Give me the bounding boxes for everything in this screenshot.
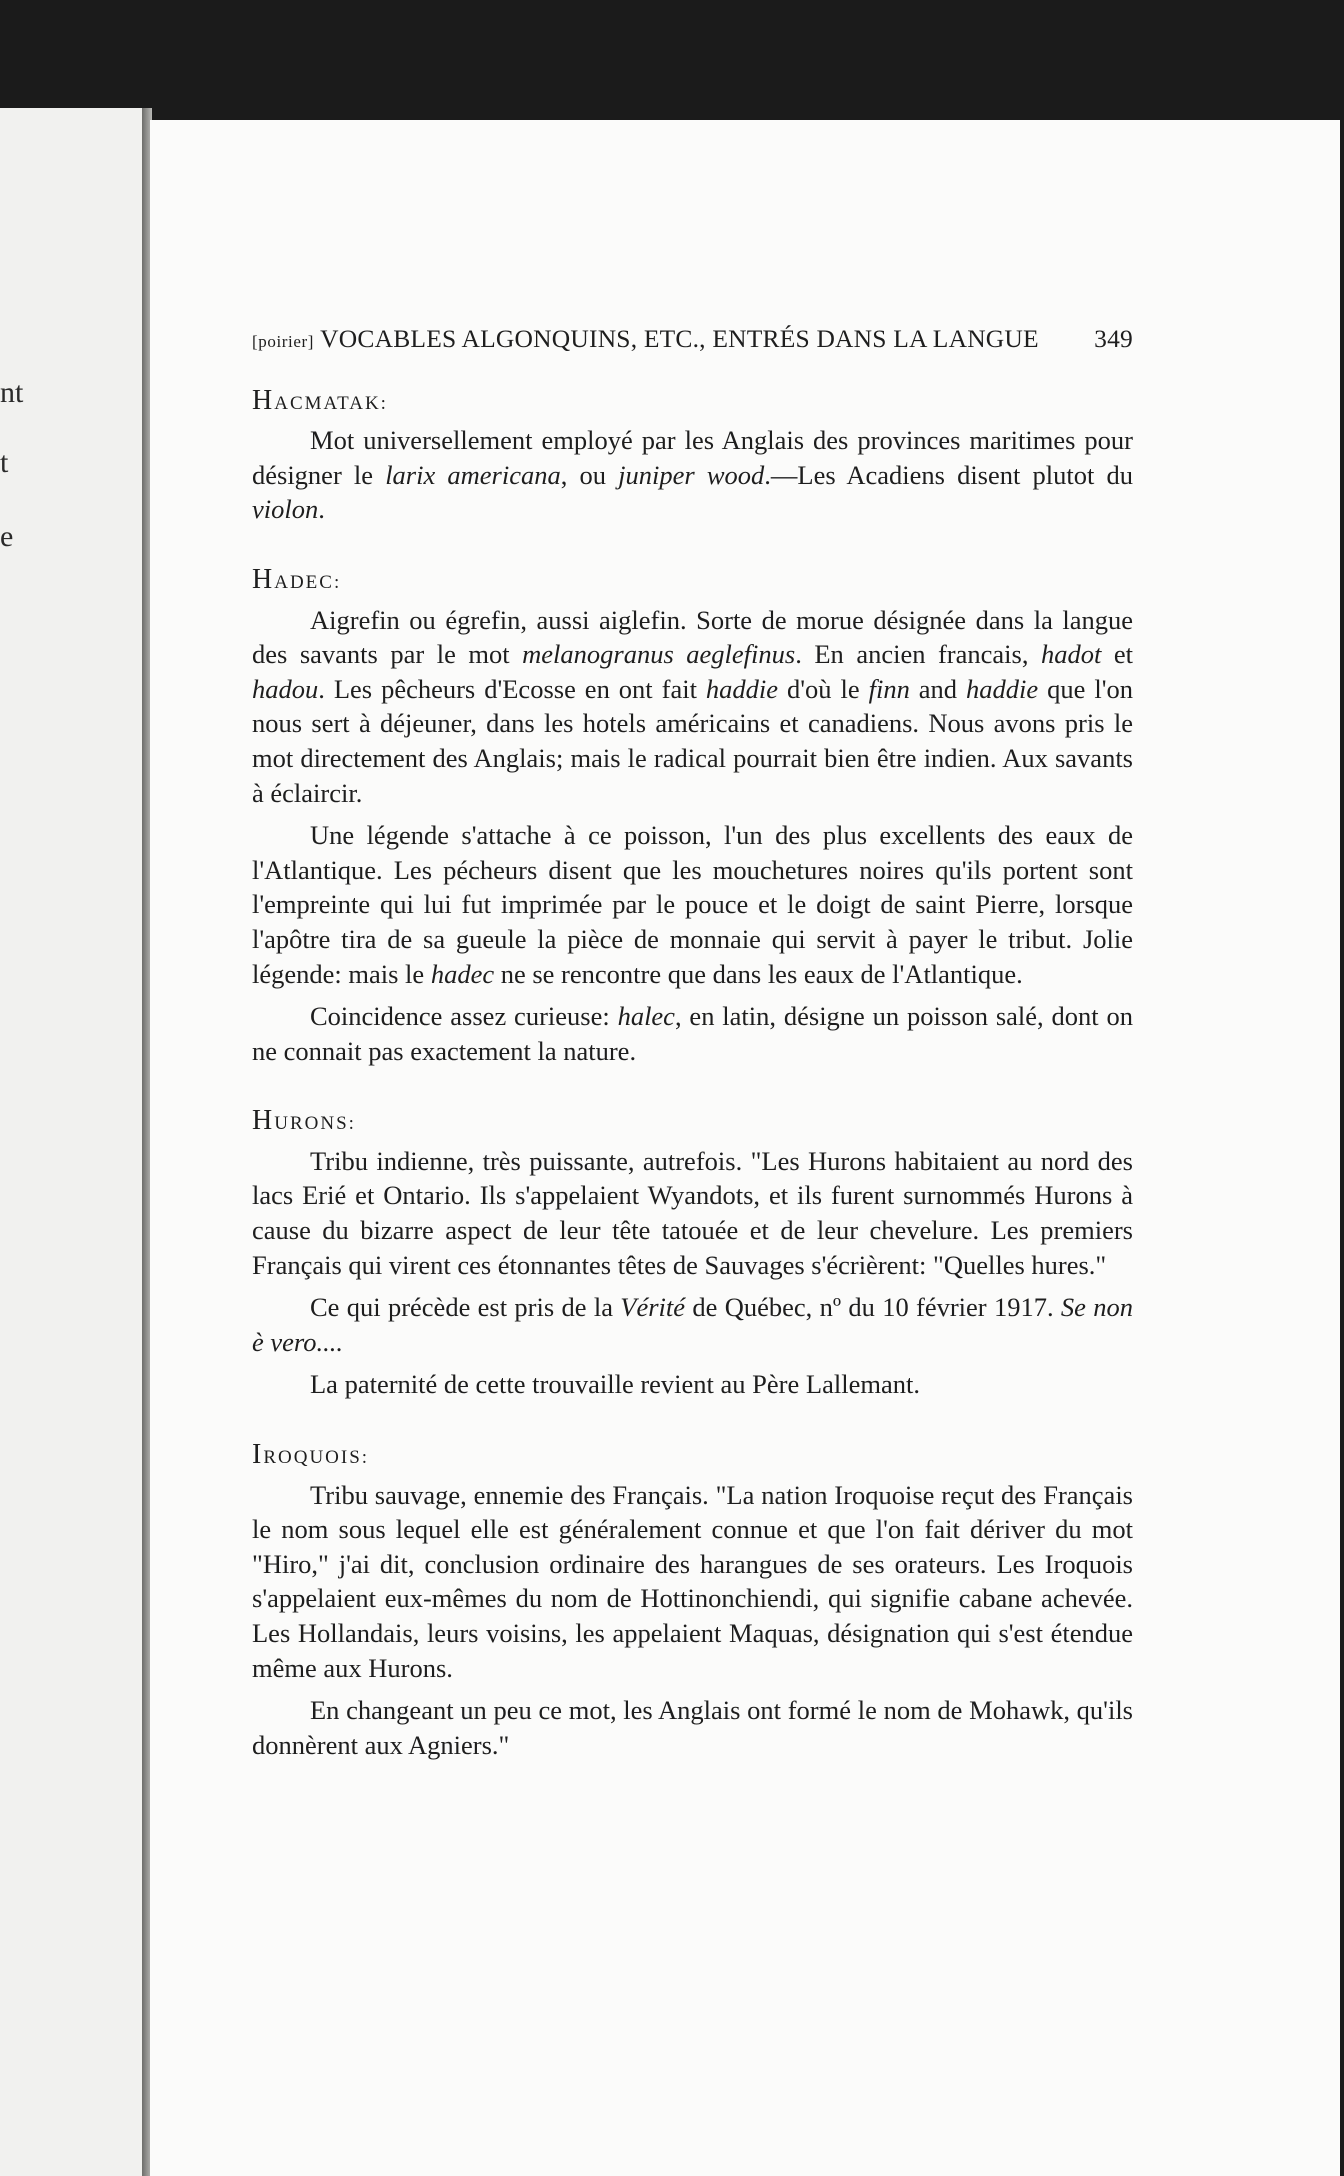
text-run: . Les pêcheurs d'Ecosse en ont fait xyxy=(318,673,706,704)
facing-page xyxy=(0,108,144,2176)
headword-rest: ADEC: xyxy=(274,571,342,593)
italic-term: violon xyxy=(252,494,319,525)
text-run: Ce qui précède est pris de la xyxy=(310,1292,621,1323)
entry-paragraph xyxy=(252,999,1133,1068)
italic-term: larix americana xyxy=(385,459,561,490)
italic-term: hadec xyxy=(430,958,495,989)
entry-paragraph xyxy=(252,603,1133,811)
entry-paragraph xyxy=(252,1367,1133,1402)
text-run: Une légende s'attache à ce poisson, l'un des plus excellents des eaux de l'Atlantique. Les pécheurs disent que les mouchetures noires qu'ils portent sont l'empreinte qui lui fut imprimée par le pouce et le doigt de saint Pierre, lorsque l'apôtre tira de sa gueule la pièce de monnaie qui servit à payer le tribut. Jolie légende: mais le xyxy=(252,820,1133,989)
headword-rest: URONS: xyxy=(274,1113,356,1135)
entry-paragraph xyxy=(252,1478,1133,1686)
italic-term: haddie xyxy=(966,673,1039,704)
text-run: . En ancien francais, xyxy=(795,639,1041,670)
dictionary-entry xyxy=(252,563,1133,1068)
text-run: , en latin, désigne un poisson salé, dont on ne connait pas exactement la nature. xyxy=(252,1001,1133,1066)
margin-fragment: e xyxy=(0,520,14,553)
entry-paragraph xyxy=(252,423,1133,527)
italic-term: hadot xyxy=(1041,639,1102,670)
margin-fragment: t xyxy=(0,446,9,479)
italic-term: haddie xyxy=(705,673,779,704)
entry-paragraph xyxy=(252,818,1133,991)
text-run: . xyxy=(318,494,325,525)
author-tag: [poirier] xyxy=(252,332,315,351)
headword-initial: H xyxy=(252,563,275,595)
text-run: , ou xyxy=(560,459,619,490)
entry-paragraph xyxy=(252,1290,1133,1359)
text-run: La paternité de cette trouvaille revient au Père Lallemant. xyxy=(310,1369,920,1400)
italic-term: Se non è vero.... xyxy=(252,1292,1133,1357)
headword-initial: I xyxy=(252,1439,264,1471)
italic-term: halec xyxy=(617,1001,675,1032)
text-run: En changeant un peu ce mot, les Anglais ont formé le nom de Mohawk, qu'ils donnèrent aux Agniers." xyxy=(252,1695,1133,1760)
headword-initial: H xyxy=(252,1105,275,1137)
text-run: and xyxy=(909,673,967,704)
page-number: 349 xyxy=(1094,324,1133,353)
running-header xyxy=(252,322,1133,360)
entry-headword xyxy=(252,563,1133,601)
text-run: Aigrefin ou égrefin, aussi aiglefin. Sorte de morue désignée dans la langue des savants par le mot xyxy=(252,604,1133,670)
dictionary-entry xyxy=(252,1104,1133,1402)
italic-term: juniper wood xyxy=(618,459,765,490)
dictionary-entry xyxy=(252,1438,1133,1762)
headword-rest: ROQUOIS: xyxy=(263,1447,370,1469)
text-run: ne se rencontre que dans les eaux de l'Atlantique. xyxy=(494,958,1023,989)
italic-term: melanogranus aeglefinus xyxy=(522,639,796,670)
dictionary-entry xyxy=(252,384,1133,527)
italic-term: hadou xyxy=(252,673,319,704)
text-run: que l'on nous sert à déjeuner, dans les hotels américains et canadiens. Nous avons pris le mot directement des Anglais; mais le radical pourrait bien être indien. Aux savants à éclaircir. xyxy=(252,673,1133,808)
entry-paragraph xyxy=(252,1144,1133,1282)
text-run: .—Les Acadiens disent plutot du xyxy=(764,459,1133,490)
italic-term: Vérité xyxy=(620,1292,686,1323)
margin-fragment: nt xyxy=(0,376,24,409)
entry-headword xyxy=(252,1104,1133,1142)
text-run: et xyxy=(1101,639,1134,670)
entries-list xyxy=(252,384,1133,1763)
text-run: Mot universellement employé par les Anglais des provinces maritimes pour désigner le xyxy=(252,425,1133,490)
running-header-left xyxy=(252,322,1039,360)
entry-paragraph xyxy=(252,1693,1133,1762)
text-run: de Québec, nº du 10 février 1917. xyxy=(685,1292,1061,1323)
text-run: Coincidence assez curieuse: xyxy=(310,1001,618,1032)
text-run: d'où le xyxy=(778,673,869,704)
text-run: Tribu sauvage, ennemie des Français. "La nation Iroquoise reçut des Français le nom sous lequel elle est généralement connue et que l'on fait dériver du mot "Hiro," j'ai dit, conclusion ordinaire des harangues de ses orateurs. Les Iroquois s'appelaient eux-mêmes du nom de Hottinonchiendi, qui signifie cabane achevée. Les Hollandais, leurs voisins, les appelaient Maquas, désignation qui s'est étendue même aux Hurons. xyxy=(252,1479,1133,1683)
italic-term: finn xyxy=(868,673,910,704)
headword-rest: ACMATAK: xyxy=(274,392,388,414)
page-content xyxy=(252,322,1133,1798)
entry-headword xyxy=(252,1438,1133,1476)
headword-initial: H xyxy=(252,384,275,416)
entry-headword xyxy=(252,384,1133,422)
book-page xyxy=(150,120,1340,2176)
running-title: VOCABLES ALGONQUINS, ETC., ENTRÉS DANS LA LANGUE xyxy=(320,324,1039,353)
text-run: Tribu indienne, très puissante, autrefois. "Les Hurons habitaient au nord des lacs Erié et Ontario. Ils s'appelaient Wyandots, et ils furent surnommés Hurons à cause du bizarre aspect de leur tête tatouée et de leur chevelure. Les premiers Français qui virent ces étonnantes têtes de Sauvages s'écrièrent: "Quelles hures." xyxy=(252,1145,1133,1280)
